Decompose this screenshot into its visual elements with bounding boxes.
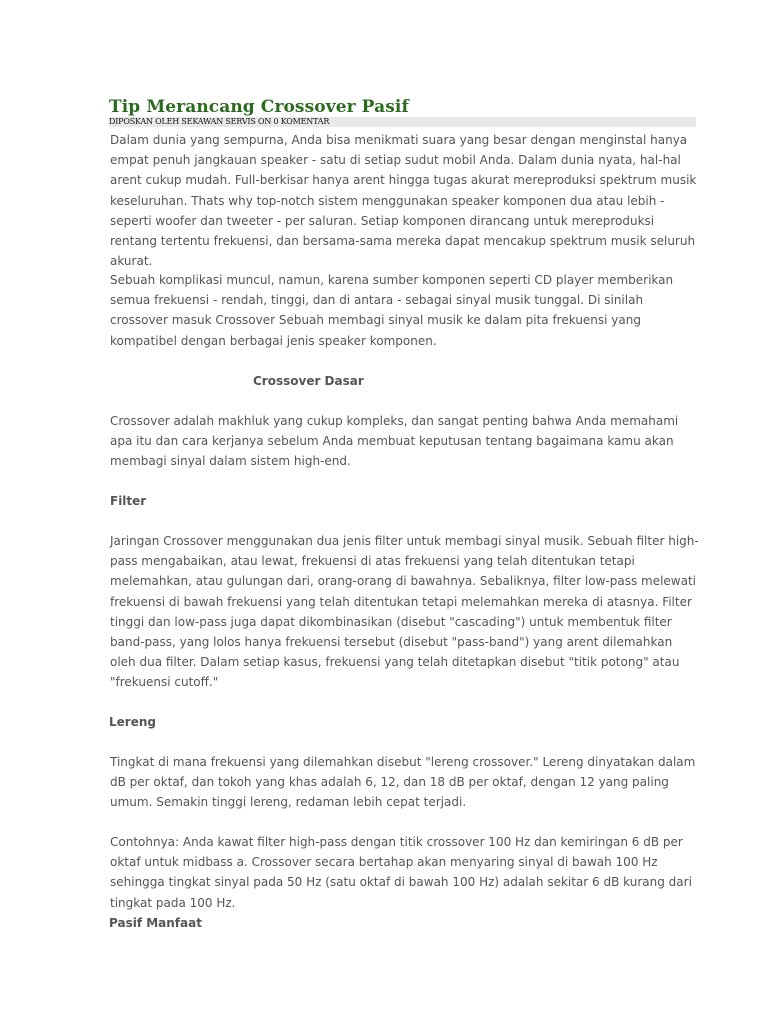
- paragraph-lereng: Tingkat di mana frekuensi yang dilemahkan disebut "lereng crossover." Lereng dinyatakan dalam dB per oktaf, dan tokoh yang khas adalah 6, 12, dan 18 dB per oktaf, dengan 12 yang paling umum. Semakin tinggi lereng, redaman lebih cepat terjadi.: [110, 755, 696, 810]
- paragraph-complication: Sebuah komplikasi muncul, namun, karena sumber komponen seperti CD player memberikan semua frekuensi - rendah, tinggi, dan di antara - sebagai sinyal musik tunggal. Di sinilah crossover masuk Crossover Sebuah membagi sinyal musik ke dalam pita frekuensi yang kompatibel dengan berbagai jenis speaker komponen.: [110, 273, 674, 348]
- heading-lereng: Lereng: [109, 715, 156, 729]
- paragraph-intro: Dalam dunia yang sempurna, Anda bisa menikmati suara yang besar dengan menginstal hanya empat penuh jangkauan speaker - satu di setiap sudut mobil Anda. Dalam dunia nyata, hal-hal arent cukup mudah. Full-berkisar hanya arent hingga tugas akurat mereproduksi spektrum musik keseluruhan. Thats why top-notch sistem menggunakan speaker komponen dua atau lebih - seperti woofer dan tweeter - per saluran. Setiap komponen dirancang untuk mereproduksi rentang tertentu frekuensi, dan bersama-sama mereka dapat mencakup spektrum musik seluruh akurat.: [110, 133, 697, 269]
- post-meta-bar: DIPOSKAN OLEH SEKAWAN SERVIS ON 0 KOMENTAR: [109, 117, 696, 127]
- paragraph-filter: Jaringan Crossover menggunakan dua jenis filter untuk membagi sinyal musik. Sebuah filter high-pass mengabaikan, atau lewat, frekuensi di atas frekuensi yang telah ditentukan tetapi melemahkan, atau gulungan dari, orang-orang di bawahnya. Sebaliknya, filter low-pass melewati frekuensi di bawah frekuensi yang telah ditentukan tetapi melemahkan mereka di atasnya. Filter tinggi dan low-pass juga dapat dikombinasikan (disebut "cascading") untuk membentuk filter band-pass, yang lolos hanya frekuensi tersebut (disebut "pass-band") yang arent dilemahkan oleh dua filter. Dalam setiap kasus, frekuensi yang telah ditetapkan disebut "titik potong" atau "frekuensi cutoff.": [110, 534, 699, 690]
- paragraph-contoh: Contohnya: Anda kawat filter high-pass dengan titik crossover 100 Hz dan kemiringan 6 dB per oktaf untuk midbass a. Crossover secara bertahap akan menyaring sinyal di bawah 100 Hz sehingga tingkat sinyal pada 50 Hz (satu oktaf di bawah 100 Hz) adalah sekitar 6 dB kurang dari tingkat pada 100 Hz.: [110, 835, 692, 910]
- heading-filter: Filter: [110, 494, 147, 508]
- article-title: Tip Merancang Crossover Pasif: [109, 97, 409, 117]
- paragraph-crossover-dasar: Crossover adalah makhluk yang cukup kompleks, dan sangat penting bahwa Anda memahami apa itu dan cara kerjanya sebelum Anda membuat keputusan tentang bagaimana kamu akan membagi sinyal dalam sistem high-end.: [110, 414, 679, 469]
- heading-crossover-dasar: Crossover Dasar: [253, 374, 364, 388]
- heading-pasif-manfaat: Pasif Manfaat: [109, 916, 202, 930]
